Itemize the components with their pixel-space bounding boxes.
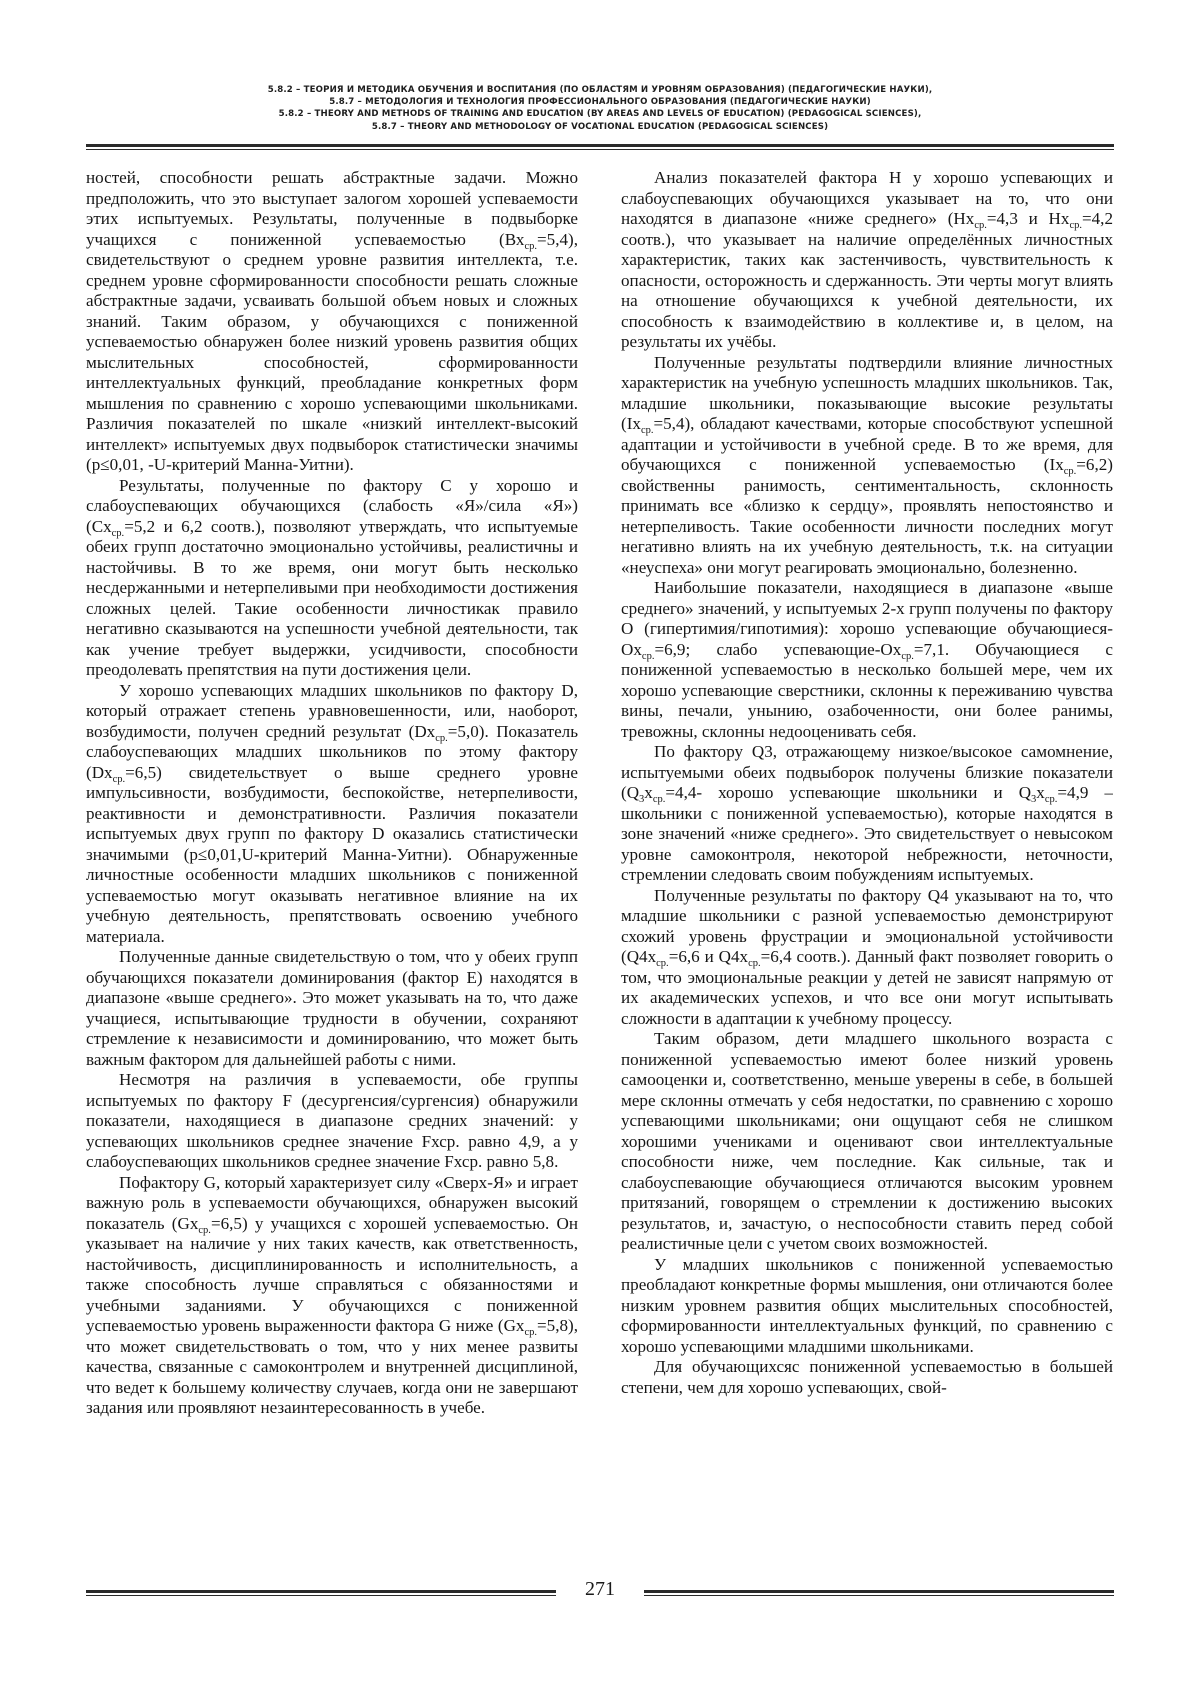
paragraph: Полученные данные свидетельствую о том, что у обеих групп обучающихся показатели доминирования (фактор Е) находятся в диапазоне «выше среднего». Это может указывать на то, что даже учащиеся, испытывающие трудности в обучении, сохраняют стремление к независимости и доминированию, что может быть важным фактором для дальнейшей работы с ними. [86, 947, 578, 1069]
subscript: ср. [1044, 794, 1058, 805]
subscript: ср. [435, 732, 448, 744]
paragraph: У хорошо успевающих младших школьников по фактору D, который отражает степень уравновешенности, или, наоборот, возбудимости, получен средний результат $(Dх_{ср.}=5,0)$. Показатель слабоуспевающих младших школьников по этому фактору $(Dх_{ср.}=6,5)$ свидетельствует о выше среднего уровне импульсивности, возбудимости, беспокойстве, нетерпеливости, реактивности и демонстративности. Различия показатели испытуемых двух групп по фактору D оказались статистически значимыми (р≤0,01,U-критерий Манна-Уитни). Обнаруженные личностные особенности младших школьников с пониженной успеваемостью могут оказывать негативное влияние на их учебную деятельность, препятствовать освоению учебного материала. [86, 680, 578, 946]
header-divider [86, 144, 1114, 150]
header-line: 5.8.7 – THEORY AND METHODOLOGY OF VOCATIONAL EDUCATION (PEDAGOGICAL SCIENCES) [371, 121, 829, 132]
paragraph: Анализ показателей фактора Н у хорошо успевающих и слабоуспевающих обучающихся указывает на то, что они находятся в диапазоне «ниже среднего» ($Нх_{ср.}=4,3$ и $Нх_{ср.}=4,2$ соотв.), что указывает на наличие определённых личностных характеристик, таких как застенчивость, чувствительность к опасности, осторожность и сдержанность. Эти черты могут влиять на отношение обучающихся к учебной деятельности, их способность к взаимодействию в коллективе и, в целом, на результаты их учёбы. [621, 168, 1113, 351]
subscript: ср. [1069, 220, 1082, 231]
footer-divider-right [644, 1590, 1114, 1596]
subscript: 3 [1031, 794, 1037, 805]
subscript: ср. [1063, 466, 1077, 477]
subscript: ср. [656, 958, 669, 969]
paragraph: Полученные результаты подтвердили влияние личностных характеристик на учебную успешность младших школьников. Так, младшие школьники, показывающие высокие результаты $(Iх_{ср.}=5,4)$, обладают качествами, которые способствуют успешной адаптации и устойчивости в учебной среде. В то же время, для обучающихся с пониженной успеваемостью $(Iх_{ср.}=6,2)$ свойственны ранимость, сентиментальность, склонность принимать все «близко к сердцу», проявлять непостоянство и нетерпеливость. Такие особенности личности последних могут негативно влиять на их учебную деятельность, т.к. на ситуации «неуспеха» они могут реагировать эмоционально, болезненно. [621, 352, 1113, 577]
paragraph: Наибольшие показатели, находящиеся в диапазоне «выше среднего» значений, у испытуемых 2-х групп получены по фактору О (гипертимия/гипотимия): хорошо успевающие обучающиеся-$Ох_{ср.}=6,9$; слабо успевающие-$Ох_{ср.}=7,1$. Обучающиеся с пониженной успеваемостью в несколько большей мере, чем их хорошо успевающие сверстники, склонны к переживанию чувства вины, печали, унынию, озабоченности, они более ранимы, тревожны, склонны недооценивать себя. [621, 578, 1113, 741]
subscript: ср. [524, 1327, 538, 1338]
paragraph: Полученные результаты по фактору Q4 указывают на то, что младшие школьники с разной успеваемостью демонстрируют схожий уровень фрустрации и эмоциональной устойчивости ($Q4х_{ср.}=6,6$ и $Q4х_{ср.}=6,4$ соотв.). Данный факт позволяет говорить о том, что эмоциональные реакции у детей не зависят напрямую от их академических успехов, и что все они могут испытывать сложности в адаптации к учебному процессу. [621, 885, 1113, 1028]
subscript: ср. [974, 220, 987, 231]
subscript: ср. [748, 958, 761, 969]
subscript: ср. [640, 425, 654, 436]
paragraph: По фактору Q3, отражающему низкое/высокое самомнение, испытуемыми обеих подвыборок получены близкие показатели ($Q_3х_{ср.}=4,4-$ хорошо успевающие школьники и $Q_3х_{ср.}=4,9$ – школьники с пониженной успеваемостью), которые находятся в зоне значений «ниже среднего». Это свидетельствует о невысоком уровне самоконтроля, некоторой небрежности, неточности, стремлении следовать своим побуждениям испытуемых. [621, 742, 1113, 884]
header-line: 5.8.7 – МЕТОДОЛОГИЯ И ТЕХНОЛОГИЯ ПРОФЕССИОНАЛЬНОГО ОБРАЗОВАНИЯ (ПЕДАГОГИЧЕСКИЕ НАУКИ) [329, 97, 871, 108]
subscript: ср. [652, 794, 666, 805]
subscript: 3 [639, 794, 645, 805]
header-line: 5.8.2 – ТЕОРИЯ И МЕТОДИКА ОБУЧЕНИЯ И ВОСПИТАНИЯ (ПО ОБЛАСТЯМ И УРОВНЯМ ОБРАЗОВАНИЯ) (ПЕДАГОГИЧЕСКИЕ НАУКИ), [267, 85, 933, 95]
paragraph: Таким образом, дети младшего школьного возраста с пониженной успеваемостью имеют более низкий уровень самооценки и, соответственно, меньше уверены в себе, в большей мере склонны отмечать у себя недостатки, по сравнению с хорошо успевающими школьниками; они ощущают себя не слишком хорошими учениками и оценивают свои интеллектуальные способности ниже, чем последние. Как сильные, так и слабоуспевающие обучающиеся отличаются высоким уровнем притязаний, говорящем о стремлении к достижению высоких результатов, и, зачастую, о неспособности ставить перед собой реалистичные цели с учетом своих возможностей. [621, 1029, 1113, 1253]
subscript: ср. [111, 527, 125, 539]
header-line: 5.8.2 – THEORY AND METHODS OF TRAINING AND EDUCATION (BY AREAS AND LEVELS OF EDUCATION) (PEDAGOGICAL SCIENCES), [278, 109, 922, 120]
paragraph: Пофактору G, который характеризует силу «Сверх-Я» и играет важную роль в успеваемости обучающихся, обнаружен высокий показатель $(Gх_{ср.}=6,5)$ у учащихся с хорошей успеваемостью. Он указывает на наличие у них таких качеств, как ответственность, настойчивость, дисциплинированность и исполнительность, а также способность лучше справляться с обязанностями и учебными заданиями. У обучающихся с пониженной успеваемостью уровень выраженности фактора G ниже $(Gх_{ср.}=5,8)$, что может свидетельствовать о том, что у них менее развиты качества, связанные с самоконтролем и внутренней дисциплиной, что ведет к большему количеству случаев, когда они не завершают задания или проявляют незаинтересованность в учебе. [86, 1172, 578, 1417]
subscript: ср. [641, 650, 655, 662]
paragraph: Несмотря на различия в успеваемости, обе группы испытуемых по фактору F (десургенсия/сургенсия) обнаружили показатели, находящиеся в диапазоне средних значений: у успевающих школьников среднее значение Fхср. равно 4,9, а у слабоуспевающих школьников среднее значение Fхср. равно 5,8. [86, 1070, 578, 1171]
subscript: ср. [198, 1224, 211, 1236]
subscript: ср. [112, 773, 126, 785]
paragraph: У младших школьников с пониженной успеваемостью преобладают конкретные формы мышления, они отличаются более низким уровнем развития общих мыслительных способностей, сформированности интеллектуальных функций, по сравнению с хорошо успевающими младшими школьниками. [621, 1254, 1113, 1356]
paragraph: Результаты, полученные по фактору С у хорошо и слабоуспевающих обучающихся (слабость «Я»/сила «Я») ($Сх_{ср.}=5,2$ и 6,2 соотв.), позволяют утверждать, что испытуемые обеих групп достаточно эмоционально устойчивы, реалистичны и настойчивы. В то же время, они могут быть несколько несдержанными и нетерпеливыми при необходимости достижения сложных целей. Такие особенности личностикак правило негативно сказываются на успешности учебной деятельности, так как учение требует выдержки, усидчивости, способности преодолевать препятствия на пути достижения цели. [86, 475, 578, 679]
subscript: ср. [524, 240, 538, 252]
paragraph: ностей, способности решать абстрактные задачи. Можно предположить, что это выступает залогом хорошей успеваемости этих испытуемых. Результаты, полученные в подвыборке учащихся с пониженной успеваемостью $(Вх_{ср.}=5,4)$, свидетельствуют о среднем уровне развития интеллекта, т.е. среднем уровне сформированности способности решать сложные абстрактные задачи, усваивать большой объем новых и сложных знаний. Таким образом, у обучающихся с пониженной успеваемостью обнаружен более низкий уровень развития общих мыслительных способностей, сформированности интеллектуальных функций, преобладание конкретных форм мышления по сравнению с хорошо успевающими школьниками. Различия показателей по шкале «низкий интеллект-высокий интеллект» испытуемых двух подвыборок статистически значимы (р≤0,01, -U-критерий Манна-Уитни). [86, 168, 578, 474]
page-number: 271 [585, 1578, 615, 1600]
left-column [86, 168, 578, 1568]
footer-divider-left [86, 1590, 556, 1596]
right-column [621, 168, 1113, 1568]
running-header [80, 84, 1120, 133]
subscript: ср. [901, 650, 914, 662]
paragraph: Для обучающихсяс пониженной успеваемостью в большей степени, чем для хорошо успевающих, свой- [621, 1357, 1113, 1397]
